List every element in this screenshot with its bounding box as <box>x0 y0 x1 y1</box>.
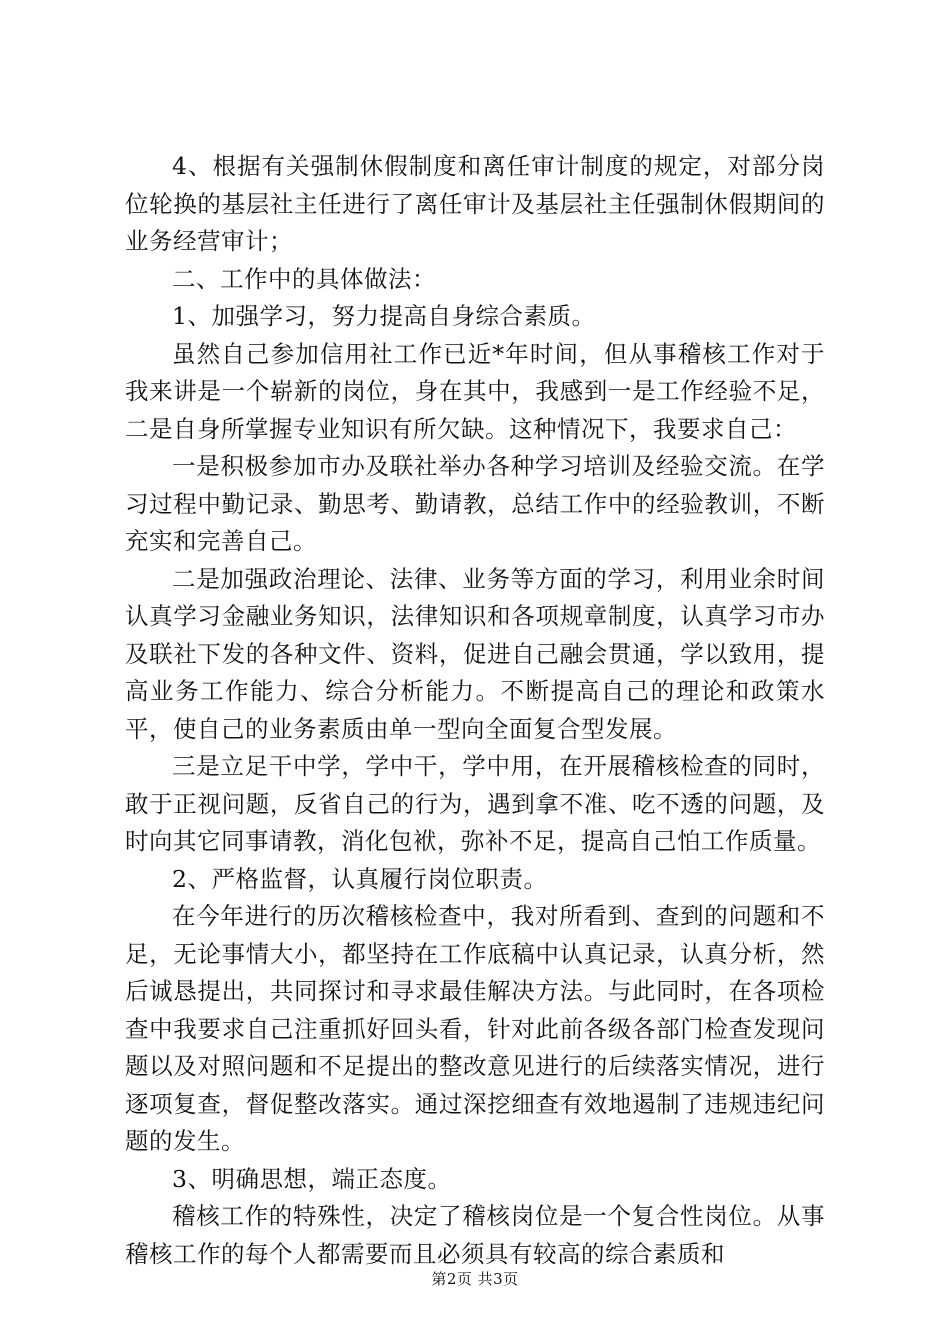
paragraph-study-point-3: 三是立足干中学，学中干，学中用，在开展稽核检查的同时，敢于正视问题，反省自己的行为，遇到拿不准、吃不透的问题，及时向其它同事请教，消化包袱，弥补不足，提高自己怕工作质量。 <box>125 752 825 855</box>
paragraph-supervision: 在今年进行的历次稽核检查中，我对所看到、查到的问题和不足，无论事情大小，都坚持在工作底稿中认真记录，认真分析，然后诚恳提出，共同探讨和寻求最佳解决方法。与此同时，在各项检查中我要求自己注重抓好回头看，针对此前各级各部门检查发现问题以及对照问题和不足提出的整改意见进行的后续落实情况，进行逐项复查，督促整改落实。通过深挖细查有效地遏制了违规违纪问题的发生。 <box>125 902 825 1155</box>
document-body <box>125 148 825 1273</box>
subheading-study: 1、加强学习，努力提高自身综合素质。 <box>172 302 596 330</box>
paragraph-study-point-2: 二是加强政治理论、法律、业务等方面的学习，利用业余时间认真学习金融业务知识，法律知识和各项规章制度，认真学习市办及联社下发的各种文件、资料，促进自己融会贯通，学以致用，提高业务工作能力、综合分析能力。不断提高自己的理论和政策水平，使自己的业务素质由单一型向全面复合型发展。 <box>125 564 825 743</box>
subheading-supervision: 2、严格监督，认真履行岗位职责。 <box>172 864 548 893</box>
paragraph-attitude: 稽核工作的特殊性，决定了稽核岗位是一个复合性岗位。从事稽核工作的每个人都需要而且必须具有较高的综合素质和 <box>125 1202 825 1268</box>
paragraph-audit-item-4: 4、根据有关强制休假制度和离任审计制度的规定，对部分岗位轮换的基层社主任进行了离任审计及基层社主任强制休假期间的业务经营审计； <box>125 152 825 255</box>
paragraph-study-point-1: 一是积极参加市办及联社举办各种学习培训及经验交流。在学习过程中勤记录、勤思考、勤请教，总结工作中的经验教训，不断充实和完善自己。 <box>125 452 825 555</box>
page-number-footer: 第2页 共3页 <box>431 1270 519 1288</box>
section-heading-methods: 二、工作中的具体做法： <box>172 264 436 293</box>
paragraph-study-intro: 虽然自己参加信用社工作已近*年时间，但从事稽核工作对于我来讲是一个崭新的岗位，身在其中，我感到一是工作经验不足，二是自身所掌握专业知识有所欠缺。这种情况下，我要求自己： <box>125 339 825 443</box>
subheading-attitude: 3、明确思想，端正态度。 <box>172 1164 452 1193</box>
